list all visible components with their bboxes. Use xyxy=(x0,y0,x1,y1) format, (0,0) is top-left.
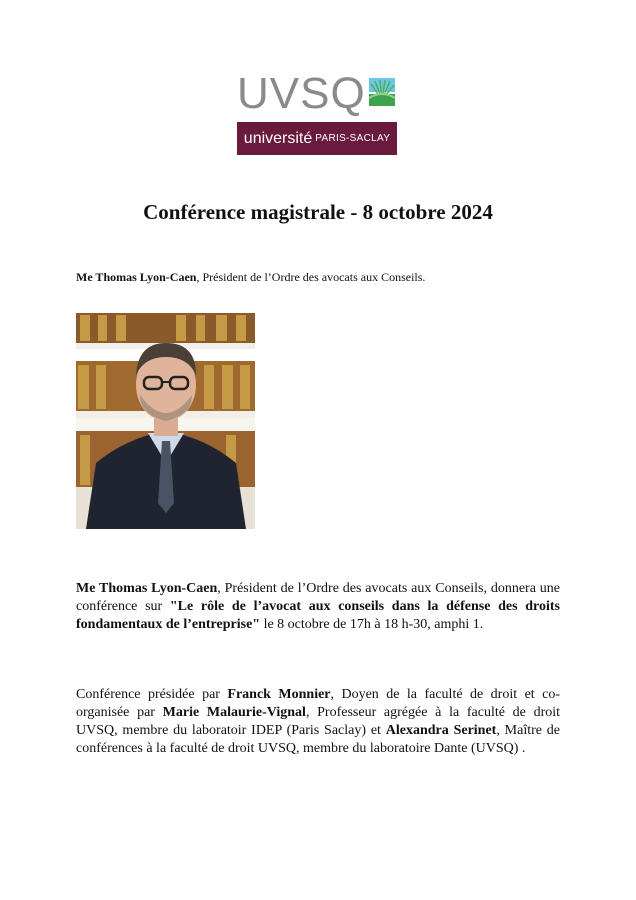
p1-topic: "Le rôle de l’avocat aux conseils dans la défense des droits fondamentaux de l’entreprise" xyxy=(76,599,560,632)
uvsq-logo xyxy=(237,69,399,156)
banner-universite: université xyxy=(243,129,313,147)
speaker-photo xyxy=(76,313,255,529)
speaker-portrait-icon xyxy=(76,313,255,529)
speaker-role: , Président de l’Ordre des avocats aux Conseils. xyxy=(196,270,426,284)
p1-speaker-name: Me Thomas Lyon-Caen xyxy=(76,581,218,596)
p2-chair-name: Franck Monnier xyxy=(227,687,331,702)
p2-organizer-1: Marie Malaurie-Vignal xyxy=(162,705,306,720)
speaker-intro xyxy=(76,270,425,285)
p2-text-1: Conférence présidée par xyxy=(76,687,228,702)
p1-text-2: le 8 octobre de 17h à 18 h-30, amphi 1. xyxy=(260,617,484,632)
p2-text-2: , Doyen de la faculté de droit et co-organisée par xyxy=(76,687,560,720)
p2-text-4: , Maître de conférences à la faculté de droit UVSQ, membre du laboratoire Dante (UVSQ) . xyxy=(76,723,561,756)
paragraph-announcement xyxy=(76,580,560,634)
p2-organizer-2: Alexandra Serinet xyxy=(385,723,497,738)
paris-saclay-banner xyxy=(237,122,397,155)
banner-paris-saclay: PARIS-SACLAY xyxy=(315,133,391,144)
sunrise-logo-icon xyxy=(367,76,397,108)
p2-text-3: , Professeur agrégée à la faculté de droit UVSQ, membre du laboratoir IDEP (Paris Saclay) et xyxy=(76,705,561,738)
page-title: Conférence magistrale - 8 octobre 2024 xyxy=(143,200,493,224)
paragraph-organizers xyxy=(76,686,560,758)
speaker-name: Me Thomas Lyon-Caen xyxy=(76,270,197,284)
p1-text-1: , Président de l’Ordre des avocats aux Conseils, donnera une conférence sur xyxy=(76,581,560,614)
uvsq-wordmark: UVSQ xyxy=(237,69,366,118)
